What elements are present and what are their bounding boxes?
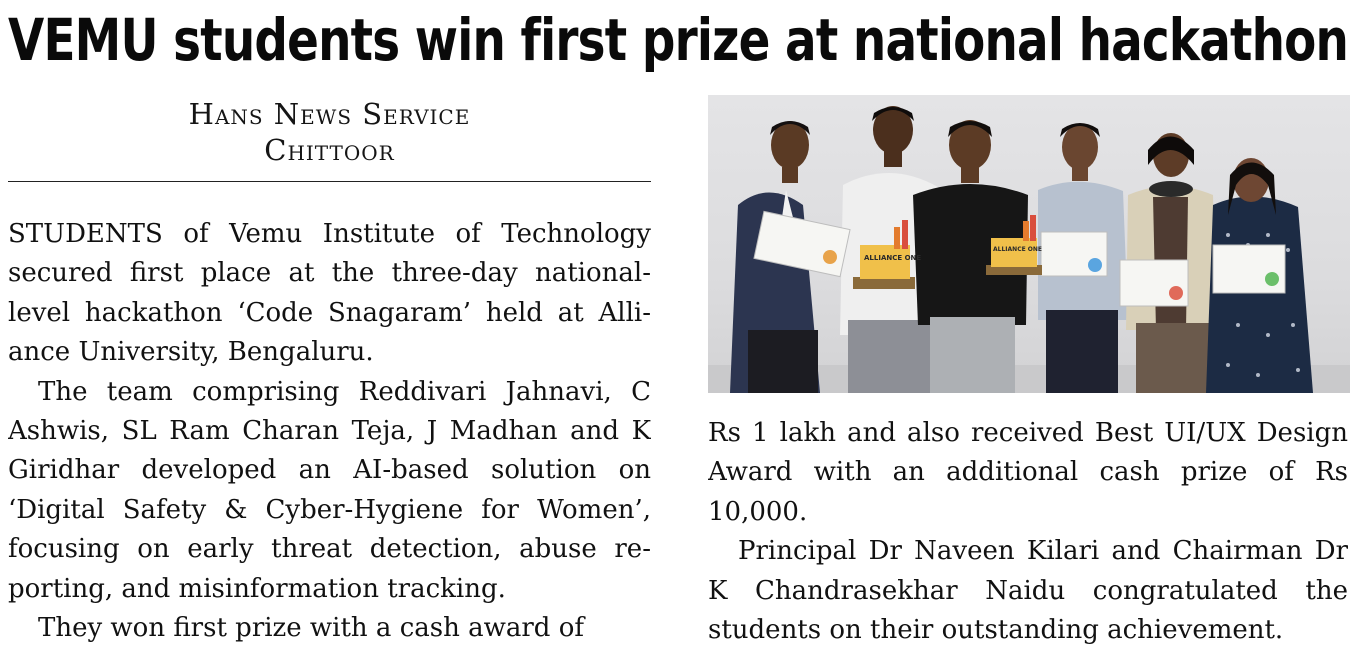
certificate-2 <box>1041 232 1107 276</box>
article-paragraph-1: STUDENTS of Vemu Institute of Technology secured first place at the three-day national-level hackathon ‘Code Snagaram’ held at Alliance University, Bengaluru. <box>8 219 651 368</box>
byline-agency: Hans News Service <box>188 97 471 131</box>
certificate-4 <box>1213 245 1285 293</box>
byline-divider <box>8 181 651 182</box>
article-paragraph-5: Principal Dr Naveen Kilari and Chairman Dr K Chandrasekhar Naidu congratulated the students on their outstanding achievement. <box>708 536 1348 646</box>
article-column-left <box>8 215 651 650</box>
trophy-2-text: ALLIANCE ONE <box>993 246 1042 253</box>
article-paragraph-4: Rs 1 lakh and also received Best UI/UX Design Award with an additional cash prize of Rs 10,000. <box>708 418 1348 527</box>
article-column-right <box>708 414 1348 650</box>
byline-location: Chittoor <box>264 133 395 167</box>
certificate-3 <box>1120 260 1188 306</box>
article-paragraph-2: The team comprising Reddivari Jahnavi, C Ashwis, SL Ram Charan Teja, J Madhan and K Giridhar developed an AI-based solution on ‘Digital Safety & Cyber-Hygiene for Women’, focusing on early threat detection, abuse reporting, and misinformation tracking. <box>8 376 651 604</box>
news-photo <box>708 95 1350 393</box>
byline <box>8 96 651 168</box>
article-paragraph-3: They won first prize with a cash award of <box>38 613 584 644</box>
trophy-1-text: ALLIANCE ONE <box>864 254 922 262</box>
headline: VEMU students win first prize at national hackathon <box>8 6 1349 74</box>
